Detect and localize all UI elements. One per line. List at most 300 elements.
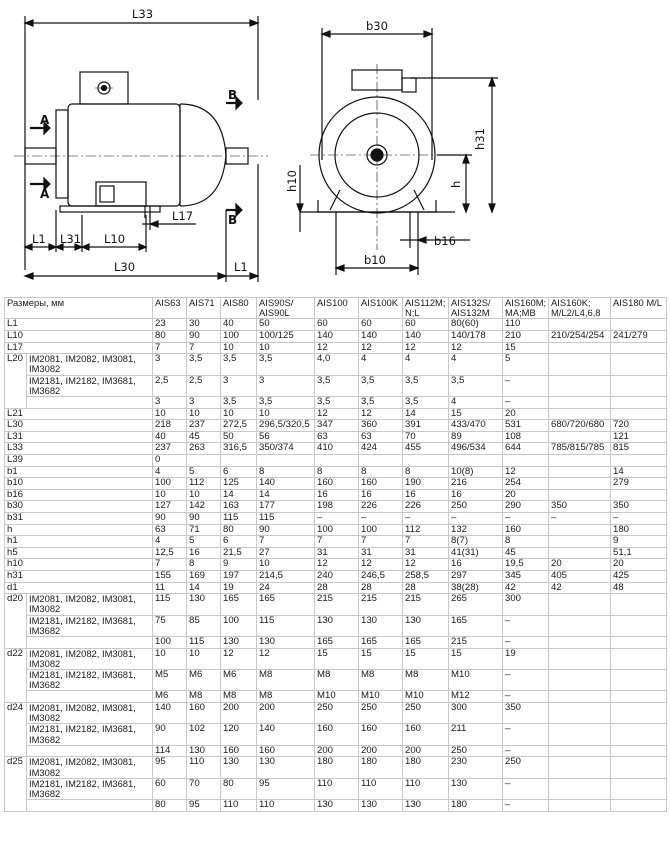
table-row: [5, 512, 667, 524]
table-cell: 95: [187, 800, 221, 812]
table-cell: M12: [449, 691, 503, 703]
table-cell: 785/815/785: [549, 443, 611, 455]
table-cell: 140: [257, 478, 315, 490]
table-cell: –: [611, 512, 667, 524]
table-cell: 197: [221, 570, 257, 582]
table-cell: 263: [187, 443, 221, 455]
row-label: b1: [5, 466, 153, 478]
table-cell: 85: [187, 615, 221, 636]
table-cell: 433/470: [449, 420, 503, 432]
table-cell: 12: [359, 342, 403, 354]
header-dimensions: Размеры, мм: [5, 298, 153, 319]
table-cell: 110: [257, 800, 315, 812]
label-l33: L33: [132, 7, 154, 21]
table-cell: 63: [153, 524, 187, 536]
table-cell: 10: [187, 489, 221, 501]
table-cell: 10: [257, 559, 315, 571]
row-label: L20: [5, 354, 27, 408]
table-row: [5, 443, 667, 455]
table-cell: 237: [187, 420, 221, 432]
table-cell: 14: [257, 489, 315, 501]
table-cell: 6: [221, 466, 257, 478]
mount-variant: [27, 800, 153, 812]
label-b16: b16: [434, 234, 456, 248]
table-cell: 115: [221, 512, 257, 524]
table-cell: 45: [503, 547, 549, 559]
table-cell: 16: [403, 489, 449, 501]
table-cell: 30: [187, 319, 221, 331]
table-cell: 140: [315, 331, 359, 343]
table-cell: 200: [403, 745, 449, 757]
table-cell: 12: [449, 342, 503, 354]
table-cell: –: [503, 778, 549, 799]
table-cell: 163: [221, 501, 257, 513]
table-cell: 250: [315, 702, 359, 723]
table-row: [5, 489, 667, 501]
table-cell: 644: [503, 443, 549, 455]
table-cell: 4: [359, 354, 403, 375]
table-cell: 720: [611, 420, 667, 432]
table-cell: 8: [257, 466, 315, 478]
table-cell: 28: [403, 582, 449, 594]
table-row: [5, 501, 667, 513]
table-cell: 226: [359, 501, 403, 513]
table-cell: 15: [359, 648, 403, 669]
label-b30: b30: [366, 19, 388, 33]
table-cell: 15: [449, 648, 503, 669]
table-cell: 258,5: [403, 570, 449, 582]
table-cell: 130: [221, 636, 257, 648]
mount-variant: IM2081, IM2082, IM3081, IM3082: [27, 702, 153, 723]
table-cell: 142: [187, 501, 221, 513]
motor-drawing-svg: [0, 0, 670, 295]
table-cell: 130: [315, 615, 359, 636]
table-cell: 216: [449, 478, 503, 490]
header-model: AIS112M; N;L: [403, 298, 449, 319]
table-cell: 10: [221, 408, 257, 420]
table-cell: 10: [187, 408, 221, 420]
table-cell: 80: [221, 524, 257, 536]
table-cell: 115: [257, 512, 315, 524]
table-cell: 211: [449, 724, 503, 745]
table-cell: 496/534: [449, 443, 503, 455]
table-cell: 7: [153, 559, 187, 571]
table-cell: [549, 615, 611, 636]
table-cell: 6: [221, 536, 257, 548]
label-l30: L30: [114, 260, 136, 274]
table-cell: 40: [221, 319, 257, 331]
table-cell: 180: [359, 757, 403, 778]
table-cell: 3,5: [221, 354, 257, 375]
table-cell: 10: [257, 342, 315, 354]
table-cell: 160: [257, 745, 315, 757]
table-cell: 300: [449, 702, 503, 723]
table-cell: 8: [503, 536, 549, 548]
table-cell: 160: [315, 478, 359, 490]
table-cell: 20: [611, 559, 667, 571]
table-row: [5, 582, 667, 594]
table-cell: 300: [503, 594, 549, 615]
table-cell: 110: [187, 757, 221, 778]
table-row: [5, 757, 667, 778]
table-cell: [611, 594, 667, 615]
table-cell: 110: [221, 800, 257, 812]
table-cell: 80(60): [449, 319, 503, 331]
mount-variant: [27, 691, 153, 703]
section-a-top: A: [40, 113, 50, 127]
table-cell: [549, 342, 611, 354]
table-header: [5, 298, 667, 319]
table-cell: 12: [315, 342, 359, 354]
table-cell: 31: [315, 547, 359, 559]
table-cell: 15: [315, 648, 359, 669]
table-cell: 12: [403, 559, 449, 571]
table-row: [5, 778, 667, 799]
mount-variant: [27, 636, 153, 648]
table-cell: 218: [153, 420, 187, 432]
table-cell: 130: [187, 594, 221, 615]
table-cell: 350/374: [257, 443, 315, 455]
table-cell: 110: [503, 319, 549, 331]
header-model: AIS100K: [359, 298, 403, 319]
label-h: h: [449, 180, 463, 188]
table-cell: 8: [359, 466, 403, 478]
table-cell: 165: [257, 594, 315, 615]
table-cell: 3: [187, 397, 221, 409]
table-cell: 14: [221, 489, 257, 501]
table-cell: 20: [503, 489, 549, 501]
mount-variant: [27, 397, 153, 409]
table-cell: [549, 524, 611, 536]
table-cell: [611, 800, 667, 812]
table-cell: 95: [257, 778, 315, 799]
table-cell: 90: [153, 724, 187, 745]
table-cell: 114: [153, 745, 187, 757]
table-cell: M10: [403, 691, 449, 703]
table-cell: 290: [503, 501, 549, 513]
table-cell: 180: [611, 524, 667, 536]
mount-variant: [27, 745, 153, 757]
table-cell: 50: [221, 431, 257, 443]
table-cell: 112: [403, 524, 449, 536]
label-l31: L31: [60, 232, 82, 246]
table-cell: M8: [187, 691, 221, 703]
table-cell: 160: [315, 724, 359, 745]
row-label: d22: [5, 648, 27, 702]
table-cell: [549, 648, 611, 669]
table-cell: 12: [257, 648, 315, 669]
table-cell: [549, 800, 611, 812]
table-cell: 31: [403, 547, 449, 559]
table-cell: 0: [153, 454, 187, 466]
table-row: [5, 478, 667, 490]
table-cell: [611, 354, 667, 375]
table-cell: 345: [503, 570, 549, 582]
table-cell: [549, 594, 611, 615]
table-cell: M6: [187, 669, 221, 690]
mount-variant: IM2081, IM2082, IM3081, IM3082: [27, 594, 153, 615]
table-row: [5, 375, 667, 396]
table-cell: 19: [221, 582, 257, 594]
table-cell: 120: [221, 724, 257, 745]
table-cell: 130: [221, 757, 257, 778]
table-cell: 296,5/320,5: [257, 420, 315, 432]
table-cell: 19,5: [503, 559, 549, 571]
table-cell: 90: [257, 524, 315, 536]
label-l17: L17: [172, 209, 194, 223]
table-cell: 130: [257, 636, 315, 648]
table-row: [5, 800, 667, 812]
table-cell: 16: [187, 547, 221, 559]
table-cell: M10: [449, 669, 503, 690]
table-cell: [611, 454, 667, 466]
row-label: h1: [5, 536, 153, 548]
table-cell: 3,5: [403, 397, 449, 409]
table-cell: 16: [449, 489, 503, 501]
table-cell: 350: [611, 501, 667, 513]
table-cell: 132: [449, 524, 503, 536]
table-cell: 140: [257, 724, 315, 745]
table-cell: [611, 342, 667, 354]
header-model: AIS160K; M/L2/L4,6,8: [549, 298, 611, 319]
table-cell: 3,5: [257, 354, 315, 375]
table-cell: –: [315, 512, 359, 524]
table-cell: 16: [359, 489, 403, 501]
table-cell: –: [503, 615, 549, 636]
table-row: [5, 691, 667, 703]
table-cell: 215: [359, 594, 403, 615]
table-row: [5, 648, 667, 669]
label-l1-right: L1: [234, 260, 248, 274]
table-cell: 95: [153, 757, 187, 778]
table-cell: 424: [359, 443, 403, 455]
table-cell: 250: [403, 702, 449, 723]
table-cell: M10: [315, 691, 359, 703]
table-cell: 70: [187, 778, 221, 799]
table-row: [5, 408, 667, 420]
row-label: L17: [5, 342, 153, 354]
table-cell: 130: [315, 800, 359, 812]
table-cell: 405: [549, 570, 611, 582]
table-cell: –: [503, 724, 549, 745]
label-h31: h31: [473, 128, 487, 150]
table-cell: 350: [503, 702, 549, 723]
table-row: [5, 354, 667, 375]
table-cell: 240: [315, 570, 359, 582]
table-cell: 2,5: [187, 375, 221, 396]
table-row: [5, 397, 667, 409]
table-cell: 100: [153, 636, 187, 648]
table-cell: 50: [257, 319, 315, 331]
table-cell: 279: [611, 478, 667, 490]
table-cell: 165: [449, 615, 503, 636]
row-label: L33: [5, 443, 153, 455]
table-cell: 19: [503, 648, 549, 669]
table-cell: [611, 375, 667, 396]
table-cell: 350: [549, 501, 611, 513]
table-cell: 115: [153, 594, 187, 615]
table-cell: [611, 745, 667, 757]
table-cell: 75: [153, 615, 187, 636]
row-label: d24: [5, 702, 27, 756]
table-cell: 3: [257, 375, 315, 396]
table-cell: 160: [503, 524, 549, 536]
table-cell: 12: [315, 559, 359, 571]
table-cell: 9: [611, 536, 667, 548]
motor-dimension-drawing: [0, 0, 670, 295]
table-cell: 347: [315, 420, 359, 432]
table-cell: 455: [403, 443, 449, 455]
table-cell: 210: [503, 331, 549, 343]
table-cell: 3,5: [449, 375, 503, 396]
table-cell: [611, 397, 667, 409]
table-cell: 254: [503, 478, 549, 490]
table-cell: 250: [503, 757, 549, 778]
table-cell: 210/254/254: [549, 331, 611, 343]
table-cell: [549, 397, 611, 409]
table-row: [5, 559, 667, 571]
table-cell: 169: [187, 570, 221, 582]
table-cell: 80: [221, 778, 257, 799]
mount-variant: IM2181, IM2182, IM3681, IM3682: [27, 375, 153, 396]
table-body: [5, 319, 667, 811]
table-row: [5, 724, 667, 745]
table-cell: [549, 547, 611, 559]
table-cell: 7: [187, 342, 221, 354]
table-cell: 12: [359, 408, 403, 420]
table-cell: 272,5: [221, 420, 257, 432]
table-cell: 5: [187, 536, 221, 548]
table-cell: [549, 431, 611, 443]
table-cell: 70: [403, 431, 449, 443]
table-cell: –: [503, 669, 549, 690]
table-cell: [611, 615, 667, 636]
mount-variant: IM2081, IM2082, IM3081, IM3082: [27, 648, 153, 669]
table-cell: 14: [187, 582, 221, 594]
table-row: [5, 331, 667, 343]
table-cell: 180: [449, 800, 503, 812]
table-row: [5, 342, 667, 354]
table-cell: 3: [153, 397, 187, 409]
table-cell: 108: [503, 431, 549, 443]
table-cell: 5: [503, 354, 549, 375]
row-label: b16: [5, 489, 153, 501]
table-cell: 160: [187, 702, 221, 723]
table-cell: 10: [257, 408, 315, 420]
table-cell: [503, 454, 549, 466]
table-cell: [611, 691, 667, 703]
header-model: AIS180 M/L: [611, 298, 667, 319]
table-cell: 200: [221, 702, 257, 723]
table-cell: [257, 454, 315, 466]
table-cell: 14: [403, 408, 449, 420]
table-cell: 410: [315, 443, 359, 455]
table-cell: [611, 757, 667, 778]
table-cell: 140: [403, 331, 449, 343]
table-cell: 140: [153, 702, 187, 723]
table-cell: [403, 454, 449, 466]
table-cell: 11: [153, 582, 187, 594]
table-cell: 250: [359, 702, 403, 723]
table-cell: M8: [359, 669, 403, 690]
table-cell: 177: [257, 501, 315, 513]
table-cell: 180: [315, 757, 359, 778]
table-cell: 3,5: [315, 375, 359, 396]
table-cell: [611, 636, 667, 648]
header-row: [5, 298, 667, 319]
table-cell: –: [359, 512, 403, 524]
table-cell: 15: [503, 342, 549, 354]
table-cell: 4,0: [315, 354, 359, 375]
table-cell: [549, 454, 611, 466]
mount-variant: IM2081, IM2082, IM3081, IM3082: [27, 757, 153, 778]
table-cell: 110: [403, 778, 449, 799]
table-cell: [549, 489, 611, 501]
table-cell: 89: [449, 431, 503, 443]
mount-variant: IM2081, IM2082, IM3081, IM3082: [27, 354, 153, 375]
table-cell: 90: [187, 512, 221, 524]
table-cell: 125: [221, 478, 257, 490]
table-cell: 80: [153, 800, 187, 812]
table-cell: 3: [221, 375, 257, 396]
table-cell: 200: [359, 745, 403, 757]
table-cell: [611, 702, 667, 723]
table-cell: 265: [449, 594, 503, 615]
table-cell: 200: [315, 745, 359, 757]
table-cell: [611, 724, 667, 745]
mount-variant: IM2181, IM2182, IM3681, IM3682: [27, 615, 153, 636]
section-a-bottom: A: [40, 187, 50, 201]
table-cell: –: [503, 636, 549, 648]
table-cell: 3,5: [359, 397, 403, 409]
label-l10: L10: [104, 232, 126, 246]
table-cell: 130: [257, 757, 315, 778]
table-cell: 246,5: [359, 570, 403, 582]
table-cell: 100: [315, 524, 359, 536]
table-row: [5, 745, 667, 757]
dimensions-table-wrapper: [4, 297, 666, 812]
table-cell: 8: [187, 559, 221, 571]
row-label: b31: [5, 512, 153, 524]
label-l1: L1: [32, 232, 46, 246]
table-row: [5, 594, 667, 615]
table-cell: 38(28): [449, 582, 503, 594]
table-cell: –: [503, 800, 549, 812]
table-cell: [549, 354, 611, 375]
header-model: AIS160M; MA;MB: [503, 298, 549, 319]
table-cell: 102: [187, 724, 221, 745]
header-model: AIS80: [221, 298, 257, 319]
table-cell: M6: [153, 691, 187, 703]
table-cell: 297: [449, 570, 503, 582]
table-cell: 20: [549, 559, 611, 571]
table-row: [5, 431, 667, 443]
table-cell: 100: [221, 615, 257, 636]
table-cell: 5: [187, 466, 221, 478]
table-cell: [549, 375, 611, 396]
table-cell: 316,5: [221, 443, 257, 455]
table-cell: 130: [359, 615, 403, 636]
table-cell: 115: [257, 615, 315, 636]
table-cell: 8: [403, 466, 449, 478]
table-cell: [549, 702, 611, 723]
row-label: d25: [5, 757, 27, 811]
row-label: L1: [5, 319, 153, 331]
table-cell: –: [503, 691, 549, 703]
table-cell: 140: [359, 331, 403, 343]
table-cell: [221, 454, 257, 466]
table-row: [5, 669, 667, 690]
